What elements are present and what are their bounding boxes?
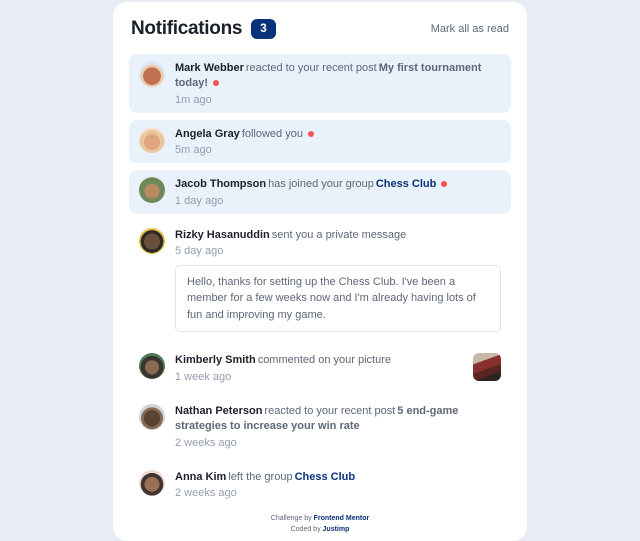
action-text: has joined your group — [268, 178, 374, 191]
unread-dot — [441, 181, 447, 187]
timestamp: 1 day ago — [175, 194, 224, 207]
user-name-link[interactable]: Jacob Thompson — [175, 178, 267, 191]
timestamp: 2 weeks ago — [175, 487, 237, 500]
notification-content — [175, 404, 501, 449]
attribution-line-2 — [129, 524, 511, 535]
attribution-line-1 — [129, 513, 511, 524]
timestamp: 5 day ago — [175, 244, 224, 257]
post-link[interactable]: My first tournament today! — [175, 62, 482, 90]
group-link[interactable]: Chess Club — [375, 178, 437, 191]
coded-by-text: Coded by — [290, 526, 323, 534]
user-name-link[interactable]: Angela Gray — [175, 127, 240, 140]
action-text: sent you a private message — [271, 228, 407, 241]
action-text: commented on your picture — [257, 354, 391, 367]
unread-dot — [213, 80, 219, 86]
user-name-link[interactable]: Rizky Hasanuddin — [175, 228, 270, 241]
notification-item[interactable] — [129, 221, 511, 340]
notification-content — [175, 353, 463, 382]
action-text: reacted to your recent post — [264, 404, 396, 417]
notification-item[interactable] — [129, 346, 511, 389]
unread-count-badge[interactable]: 3 — [251, 19, 276, 38]
action-text: reacted to your recent post — [245, 62, 377, 74]
avatar[interactable] — [139, 61, 165, 87]
unread-dot — [308, 131, 314, 137]
timestamp: 5m ago — [175, 144, 212, 157]
user-name-link[interactable]: Kimberly Smith — [175, 354, 256, 367]
avatar[interactable] — [139, 228, 165, 254]
action-text: followed you — [241, 127, 303, 140]
notification-content — [175, 470, 501, 499]
challenge-by-text: Challenge by — [270, 515, 314, 523]
avatar[interactable] — [139, 404, 165, 430]
notification-item[interactable] — [129, 397, 511, 456]
notification-item[interactable] — [129, 463, 511, 506]
timestamp: 2 weeks ago — [175, 436, 237, 449]
notification-text — [175, 177, 501, 192]
notification-text — [175, 404, 501, 435]
attribution-footer — [129, 513, 511, 535]
avatar[interactable] — [139, 353, 165, 379]
notification-text — [175, 61, 501, 92]
notification-text — [175, 127, 501, 142]
frontend-mentor-link[interactable]: Frontend Mentor — [313, 515, 370, 523]
timestamp: 1m ago — [175, 93, 212, 106]
user-name-link[interactable]: Anna Kim — [175, 470, 227, 483]
avatar[interactable] — [139, 127, 165, 153]
notification-text — [175, 353, 463, 368]
page-title: Notifications — [131, 18, 243, 39]
notification-content — [175, 228, 501, 333]
mark-all-as-read-button[interactable]: Mark all as read — [430, 23, 509, 35]
post-link[interactable]: 5 end-game strategies to increase your win rate — [175, 404, 459, 433]
timestamp: 1 week ago — [175, 370, 232, 383]
avatar[interactable] — [139, 470, 165, 496]
avatar[interactable] — [139, 177, 165, 203]
notification-content — [175, 177, 501, 206]
notification-item[interactable] — [129, 54, 511, 113]
group-link[interactable]: Chess Club — [294, 470, 356, 483]
notification-item[interactable] — [129, 120, 511, 163]
notification-content — [175, 127, 501, 156]
header — [129, 18, 511, 40]
commented-picture-thumbnail[interactable] — [473, 353, 501, 381]
user-name-link[interactable]: Mark Webber — [175, 62, 244, 74]
notifications-card — [113, 2, 527, 541]
action-text: left the group — [228, 470, 293, 483]
notification-content — [175, 61, 501, 106]
notification-item[interactable] — [129, 170, 511, 213]
user-name-link[interactable]: Nathan Peterson — [175, 404, 263, 417]
author-link[interactable]: Justimp — [322, 526, 350, 534]
private-message[interactable]: Hello, thanks for setting up the Chess Club. I've been a member for a few weeks now and I'm already having lots of fun and improving my game. — [175, 265, 501, 333]
notification-text — [175, 470, 501, 485]
notification-text — [175, 228, 501, 243]
